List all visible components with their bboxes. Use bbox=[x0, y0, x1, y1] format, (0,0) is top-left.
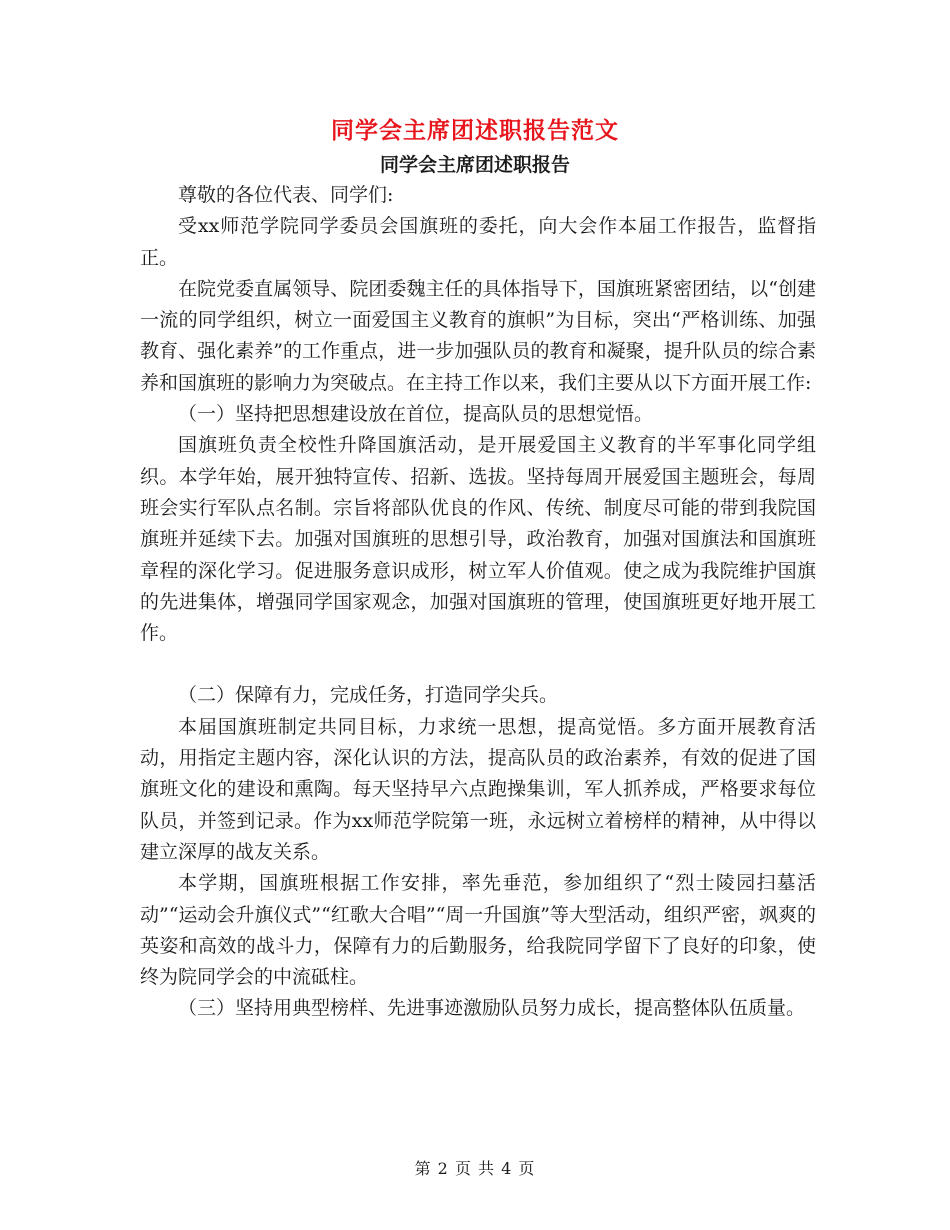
section-heading: （二）保障有力，完成任务，打造同学尖兵。 bbox=[178, 684, 559, 707]
paragraph: 本学期，国旗班根据工作安排，率先垂范，参加组织了“烈士陵园扫墓活动”“运动会升旗仪式”“红歌大合唱”“周一升国旗”等大型活动，组织严密，飒爽的英姿和高效的战斗力，保障有力的后勤服务，给我院同学留下了良好的印象，使终为院同学会的中流砥柱。 bbox=[140, 872, 816, 989]
document-body bbox=[140, 180, 816, 1025]
salutation: 尊敬的各位代表、同学们: bbox=[178, 184, 394, 206]
paragraph: 国旗班负责全校性升降国旗活动，是开展爱国主义教育的半军事化同学组织。本学年始，展开独特宣传、招新、选拔。坚持每周开展爱国主题班会，每周班会实行军队点名制。宗旨将部队优良的作风、传统、制度尽可能的带到我院国旗班并延续下去。加强对国旗班的思想引导，政治教育，加强对国旗法和国旗班章程的深化学习。促进服务意识成形，树立军人价值观。使之成为我院维护国旗的先进集体，增强同学国家观念，加强对国旗班的管理，使国旗班更好地开展工作。 bbox=[140, 434, 816, 645]
document-title: 同学会主席团述职报告范文 bbox=[331, 117, 619, 144]
page-number-footer: 第 2 页 共 4 页 bbox=[414, 1159, 536, 1178]
document-subtitle: 同学会主席团述职报告 bbox=[379, 154, 570, 176]
paragraph: 在院党委直属领导、院团委魏主任的具体指导下，国旗班紧密团结，以“创建一流的同学组织，树立一面爱国主义教育的旗帜”为目标，突出“严格训练、加强教育、强化素养”的工作重点，进一步加强队员的教育和凝聚，提升队员的综合素养和国旗班的影响力为突破点。在主持工作以来，我们主要从以下方面开展工作: bbox=[140, 277, 816, 394]
paragraph: 受xx师范学院同学委员会国旗班的委托，向大会作本届工作报告，监督指正。 bbox=[140, 215, 816, 269]
section-heading: （三）坚持用典型榜样、先进事迹激励队员努力成长，提高整体队伍质量。 bbox=[178, 997, 806, 1020]
section-heading: （一）坚持把思想建设放在首位，提高队员的思想觉悟。 bbox=[178, 403, 654, 426]
paragraph: 本届国旗班制定共同目标，力求统一思想，提高觉悟。多方面开展教育活动，用指定主题内容，深化认识的方法，提高队员的政治素养，有效的促进了国旗班文化的建设和熏陶。每天坚持早六点跑操集训，军人抓养成，严格要求每位队员，并签到记录。作为xx师范学院第一班，永远树立着榜样的精神，从中得以建立深厚的战友关系。 bbox=[140, 715, 816, 863]
